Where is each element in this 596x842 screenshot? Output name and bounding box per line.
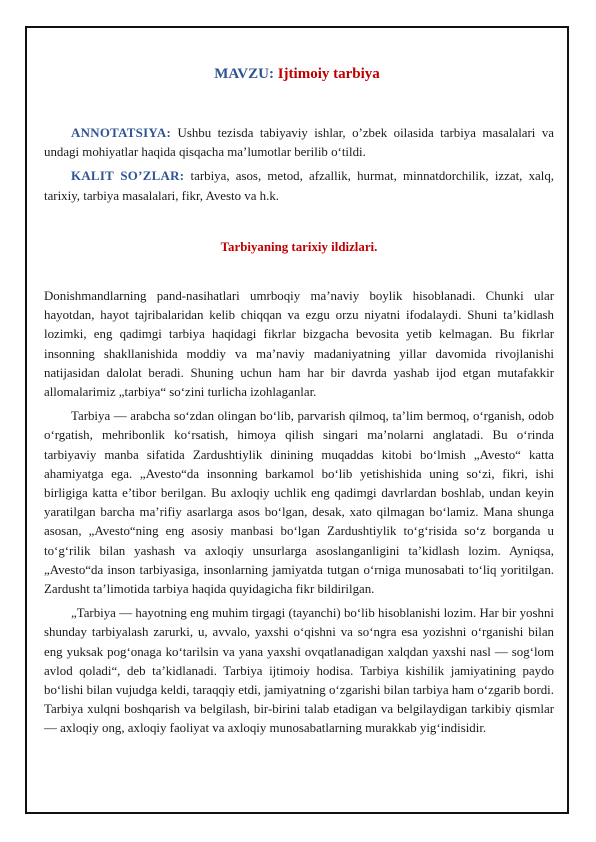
keywords-label: KALIT SO’ZLAR: [71, 169, 185, 184]
body-text [44, 287, 554, 739]
annotation-label: ANNOTATSIYA: [71, 126, 172, 140]
annotation-text: Ushbu tezisda tabiyaviy ishlar, o’zbek oilasida tarbiya masalalari va undagi mohiyatlar haqida qisqacha ma’lumotlar berilib o‘tildi. [44, 126, 554, 160]
annotation-paragraph [44, 124, 554, 162]
title-prefix: MAVZU: [214, 66, 274, 82]
keywords-text: tarbiya, asos, metod, afzallik, hurmat, minnatdorchilik, izzat, xalq, tarixiy, tarbiya masalalari, fikr, Avesto va h.k. [44, 169, 554, 203]
page-title [25, 66, 569, 83]
body-paragraph-2: Tarbiya — arabcha so‘zdan olingan bo‘lib, parvarish qilmoq, ta’lim bermoq, o‘rganish, odob o‘rgatish, mehribonlik ko‘rsatish, himoya qilish singari ma’nolarni anglatadi. Bu o‘rinda tarbiyaviy manba sifatida Zardushtiylik dinining muqaddas kitobi bo‘lmish „Avesto“ katta ahamiyatga ega. „Avesto“da insonning barkamol bo‘lib yetishishida uning so‘zi, fikri, ishi birligiga katta e’tibor berilgan. Bu axloqiy uchlik eng qadimgi davrlardan boshlab, undan keyin yaratilgan barcha ma’rifiy asarlarga asos bo‘lgan, desak, xato qilmagan bo‘lamiz. Mana shunga asosan, „Avesto“ning eng asosiy manbasi bo‘lgan Zardushtiylik to‘g‘risida so‘z borganda u to‘g‘rilik bilan yashash va axloqiy unsurlarga asoslanganligini ta’kidlash lozim. Ayniqsa, „Avesto“da inson tarbiyasiga, insonlarning jamiyatda tutgan o‘rniga munosabati to‘liq yoritilgan. Zardusht ta’limotida tarbiya haqida quyidagicha fikr bildirilgan. [44, 409, 554, 597]
body-paragraph-3: „Tarbiya — hayotning eng muhim tirgagi (tayanchi) bo‘lib hisoblanishi lozim. Har bir yoshni shunday tarbiyalash zarurki, u, avvalo, yaxshi o‘qishni va so‘ngra esa yozishni o‘rganishi bilan eng yuksak pog‘onaga ko‘tarilsin va yana yaxshi ovqatlanadigan xalqdan yaxshi nasl — sog‘lom avlod qoladi“, deb ta’kidlanadi. Tarbiya ijtimoiy hodisa. Tarbiya kishilik jamiyatining paydo bo‘lishi bilan vujudga keldi, taraqqiy etdi, jamiyatning o‘zgarishi bilan tarbiya ham o‘zgarib bordi. Tarbiya xulqni boshqarish va belgilash, bir-birini talab etadigan va belgilaydigan tarkibiy qismlar — axloqiy ong, axloqiy faoliyat va axloqiy munosabatlarning murakkab yig‘indisidir. [44, 606, 554, 736]
title-topic: Ijtimoiy tarbiya [277, 66, 380, 82]
body-paragraph-1: Donishmandlarning pand-nasihatlari umrboqiy ma’naviy boylik hisoblanadi. Chunki ular hayotdan, hayot tajribalaridan kelib chiqqan va ezgu orzu niyatni ifodalaydi. Shuni ta’kidlash lozimki, eng qadimgi tarbiya haqidagi fikrlar bizgacha bevosita yetib kelmagan. Bu fikrlar insonning shakllanishida moddiy va ma’naviy madaniyatning yillar davomida rivojlanishi natijasidan dalolat beradi. Shuning uchun ham har bir davrda yashab ijod etgan mutafakkir allomalarimiz „tarbiya“ so‘zini turlicha izohlaganlar. [44, 289, 554, 400]
section-heading: Tarbiyaning tarixiy ildizlari. [220, 240, 378, 254]
annotation-block [44, 124, 554, 206]
keywords-paragraph [44, 167, 554, 205]
